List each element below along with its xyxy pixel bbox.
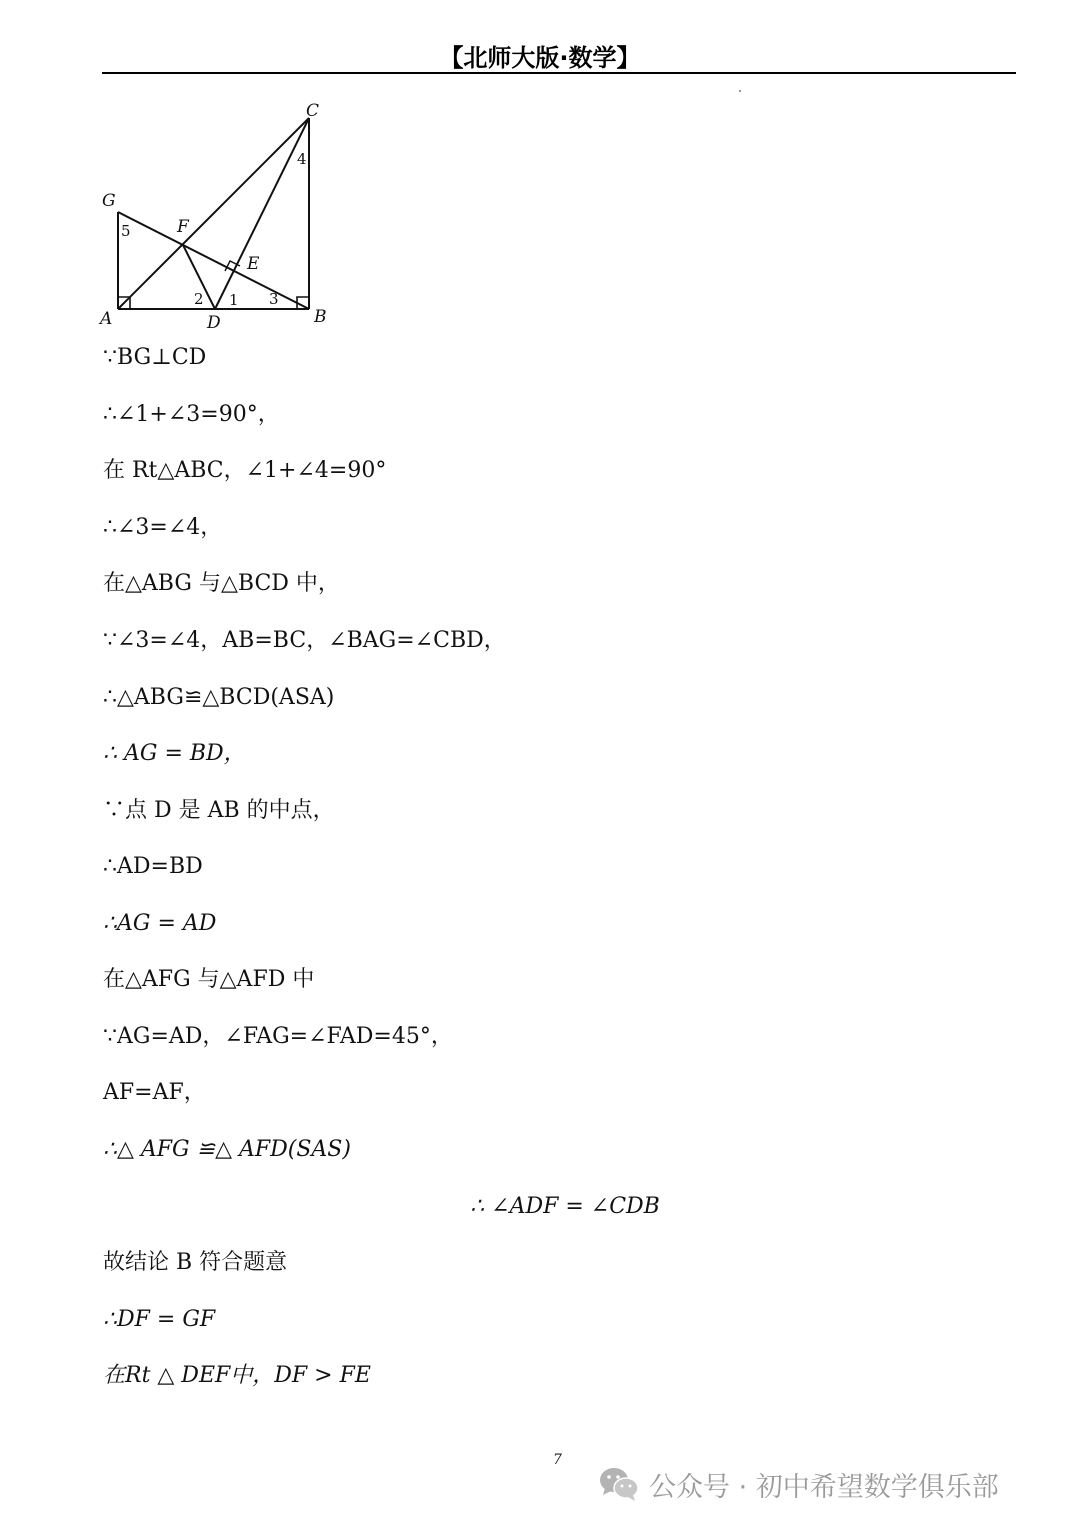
point-label-f: F xyxy=(177,217,189,237)
stray-dot xyxy=(739,90,741,92)
proof-line-14: AF=AF， xyxy=(103,1080,206,1105)
proof-line-5: 在△ABG 与△BCD 中， xyxy=(103,571,340,596)
point-label-d: D xyxy=(207,313,221,330)
proof-line-10: ∴AD=BD xyxy=(103,854,203,879)
point-label-e: E xyxy=(247,254,260,274)
angle-label-3: 3 xyxy=(269,290,279,308)
angle-label-4: 4 xyxy=(297,150,307,168)
proof-line-6: ∵∠3=∠4，AB=BC，∠BAG=∠CBD， xyxy=(103,628,506,653)
angle-label-5: 5 xyxy=(121,222,131,240)
proof-line-4: ∴∠3=∠4， xyxy=(103,515,223,540)
watermark xyxy=(597,1462,999,1506)
angle-label-1: 1 xyxy=(229,291,239,309)
watermark-text: 公众号 · 初中希望数学俱乐部 xyxy=(649,1471,999,1503)
proof-line-15: ∴△ AFG ≌△ AFD(SAS) xyxy=(103,1137,351,1162)
proof-line-3: 在 Rt△ABC，∠1+∠4=90° xyxy=(103,458,387,483)
header-divider xyxy=(102,72,1016,74)
point-label-g: G xyxy=(102,191,116,211)
proof-line-9: ∵点 D 是 AB 的中点， xyxy=(103,798,335,823)
proof-line-19: 在Rt △ DEF中，DF > FE xyxy=(103,1363,371,1388)
proof-line-2: ∴∠1+∠3=90°， xyxy=(103,402,280,427)
proof-line-7: ∴△ABG≌△BCD(ASA) xyxy=(103,685,335,710)
angle-label-2: 2 xyxy=(194,290,204,308)
proof-line-11: ∴AG = AD xyxy=(103,911,217,936)
page-number: 7 xyxy=(553,1452,562,1468)
point-label-a: A xyxy=(100,309,113,329)
proof-line-1: ∵BG⊥CD xyxy=(103,345,207,370)
proof-line-12: 在△AFG 与△AFD 中 xyxy=(103,967,315,992)
point-label-b: B xyxy=(314,307,327,327)
page-header-title: 【北师大版·数学】 xyxy=(439,44,641,72)
proof-line-13: ∵AG=AD，∠FAG=∠FAD=45°， xyxy=(103,1024,453,1049)
proof-line-16: ∴ ∠ADF = ∠CDB xyxy=(470,1194,660,1219)
geometry-figure xyxy=(98,98,338,330)
point-label-c: C xyxy=(306,101,320,121)
proof-line-18: ∴DF = GF xyxy=(103,1307,216,1332)
proof-line-17: 故结论 B 符合题意 xyxy=(103,1250,288,1275)
proof-line-8: ∴ AG = BD， xyxy=(103,741,246,766)
wechat-icon xyxy=(597,1464,641,1504)
